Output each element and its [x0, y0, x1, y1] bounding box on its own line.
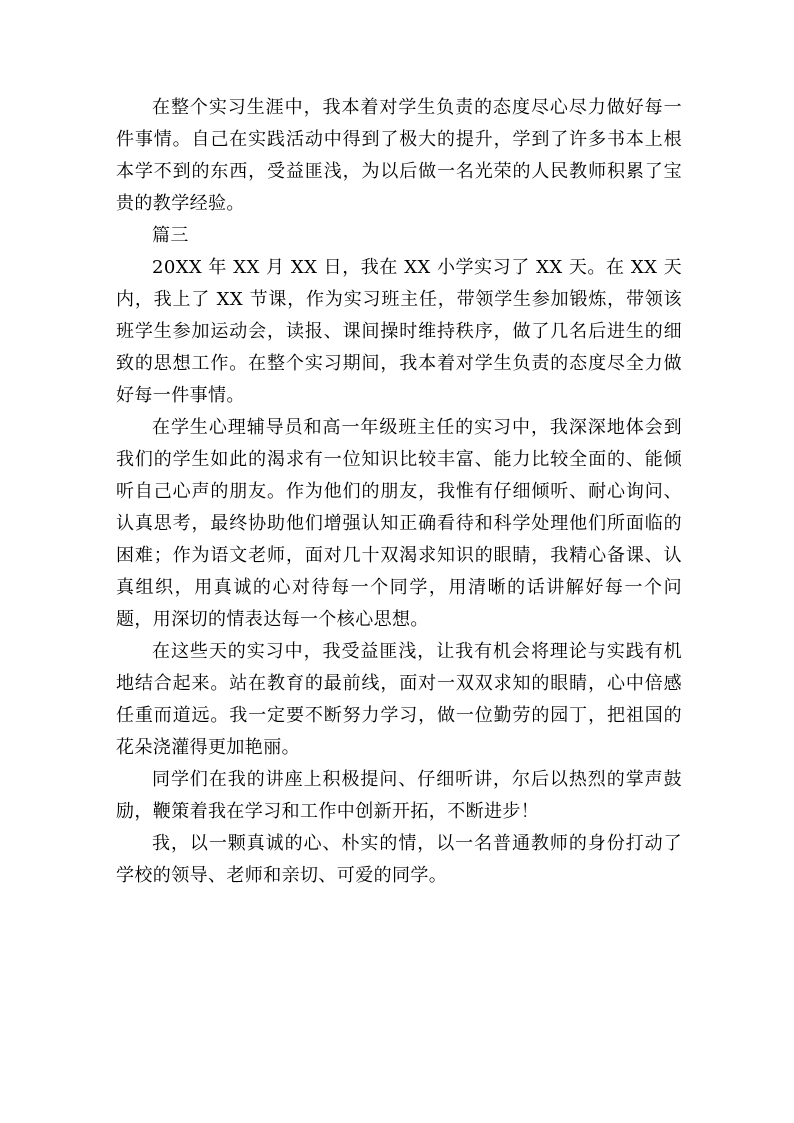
- paragraph-internship-record: 20XX 年 XX 月 XX 日，我在 XX 小学实习了 XX 天。在 XX 天内，我上了 XX 节课，作为实习班主任，带领学生参加锻炼，带领该班学生参加运动会，读报、课间操时维持秩序，做了几名后进生的细致的思想工作。在整个实习期间，我本着对学生负责的态度尽全力做好每一件事情。: [116, 257, 682, 406]
- paragraph-counselor-experience: 在学生心理辅导员和高一年级班主任的实习中，我深深地体会到我们的学生如此的渴求有一位知识比较丰富、能力比较全面的、能倾听自己心声的朋友。作为他们的朋友，我惟有仔细倾听、耐心询问、认真思考，最终协助他们增强认知正确看待和科学处理他们所面临的困难；作为语文老师，面对几十双渴求知识的眼睛，我精心备课、认真组织，用真诚的心对待每一个同学，用清晰的话讲解好每一个问题，用深切的情表达每一个核心思想。: [116, 417, 682, 630]
- paragraph-lecture: 同学们在我的讲座上积极提问、仔细听讲，尔后以热烈的掌声鼓励，鞭策着我在学习和工作中创新开拓，不断进步！: [116, 769, 682, 822]
- paragraph-internship-summary: 在整个实习生涯中，我本着对学生负责的态度尽心尽力做好每一件事情。自己在实践活动中得到了极大的提升，学到了许多书本上根本学不到的东西，受益匪浅，为以后做一名光荣的人民教师积累了宝贵的教学经验。: [116, 97, 682, 214]
- paragraph-closing: 我，以一颗真诚的心、朴实的情，以一名普通教师的身份打动了学校的领导、老师和亲切、可爱的同学。: [116, 833, 682, 886]
- section-heading: 篇三: [152, 225, 189, 246]
- paragraph-reflection: 在这些天的实习中，我受益匪浅，让我有机会将理论与实践有机地结合起来。站在教育的最前线，面对一双双求知的眼睛，心中倍感任重而道远。我一定要不断努力学习，做一位勤劳的园丁，把祖国的花朵浇灌得更加艳丽。: [116, 641, 682, 758]
- document-body: [116, 92, 682, 892]
